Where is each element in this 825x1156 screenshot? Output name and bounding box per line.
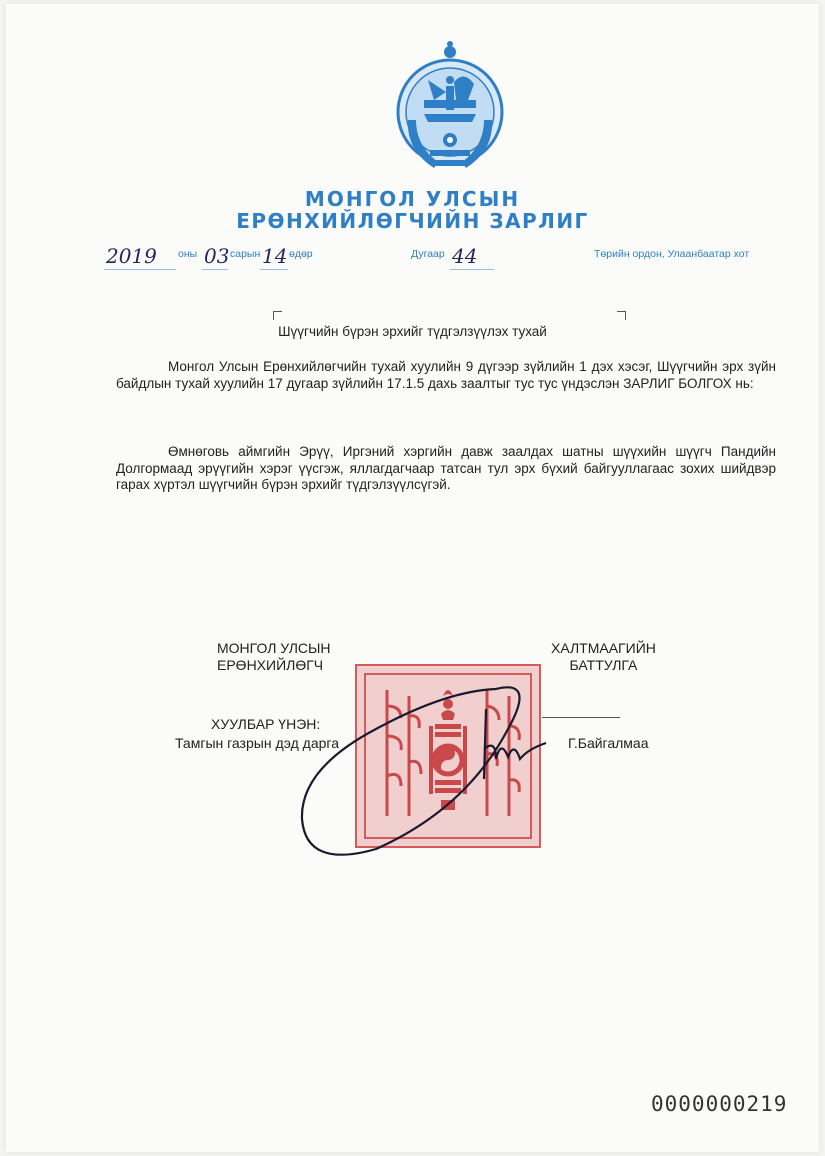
- signatory-name-line-1: ХАЛТМААГИЙН: [551, 640, 656, 656]
- handwritten-month: 03: [204, 244, 230, 268]
- signatory-name: [551, 640, 656, 674]
- certify-heading: ХУУЛБАР ҮНЭН:: [211, 716, 321, 732]
- title-line-1: МОНГОЛ УЛСЫН: [304, 187, 521, 211]
- handwritten-signature-icon: [296, 669, 556, 869]
- handwritten-year: 2019: [106, 244, 157, 268]
- handwritten-number: 44: [452, 244, 478, 268]
- serial-number: 0000000219: [651, 1092, 788, 1116]
- corner-mark-right: [617, 311, 626, 320]
- handwritten-day: 14: [262, 244, 288, 268]
- body-paragraph-1: Монгол Улсын Ерөнхийлөгчийн тухай хуулийн 9 дүгээр зүйлийн 1 дэх хэсэг, Шүүгчийн эрх зүйн байдлын тухай хуулийн 17 дугаар зүйлийн 17.1.5 дахь заалтыг тус тус үндэслэн ЗАРЛИГ БОЛГОХ нь:: [116, 359, 776, 391]
- state-emblem-icon: [394, 40, 506, 190]
- certify-official-title: Тамгын газрын дэд дарга: [175, 735, 339, 751]
- decree-subject: Шүүгчийн бүрэн эрхийг түдгэлзүүлэх тухай: [278, 324, 547, 339]
- place: Төрийн ордон, Улаанбаатар хот: [594, 248, 750, 260]
- certify-official-name: Г.Байгалмаа: [568, 735, 649, 751]
- signatory-title-line-1: МОНГОЛ УЛСЫН: [217, 640, 331, 656]
- title-line-2: ЕРӨНХИЙЛӨГЧИЙН ЗАРЛИГ: [236, 209, 589, 233]
- decree-page: [6, 4, 819, 1152]
- year-suffix: оны: [178, 248, 198, 260]
- corner-mark-left: [273, 311, 282, 320]
- signatory-name-line-2: БАТТУЛГА: [569, 657, 638, 673]
- number-label: Дугаар: [411, 248, 445, 260]
- body-paragraph-2: Өмнөговь аймгийн Эрүү, Иргэний хэргийн давж заалдах шатны шүүхийн шүүгч Пандийн Долгормаад эрүүгийн хэрэг үүсгэж, яллагдагчаар татсан тул эрх бүхий байгууллагаас зохих шийдвэр гарах хүртэл шүүгчийн бүрэн эрхийг түдгэлзүүлсүгэй.: [116, 444, 776, 492]
- month-suffix: сарын: [230, 248, 261, 260]
- certify-signature-line: [542, 717, 620, 718]
- day-suffix: өдөр: [289, 248, 313, 260]
- signatory-title-line-2: ЕРӨНХИЙЛӨГЧ: [217, 657, 324, 673]
